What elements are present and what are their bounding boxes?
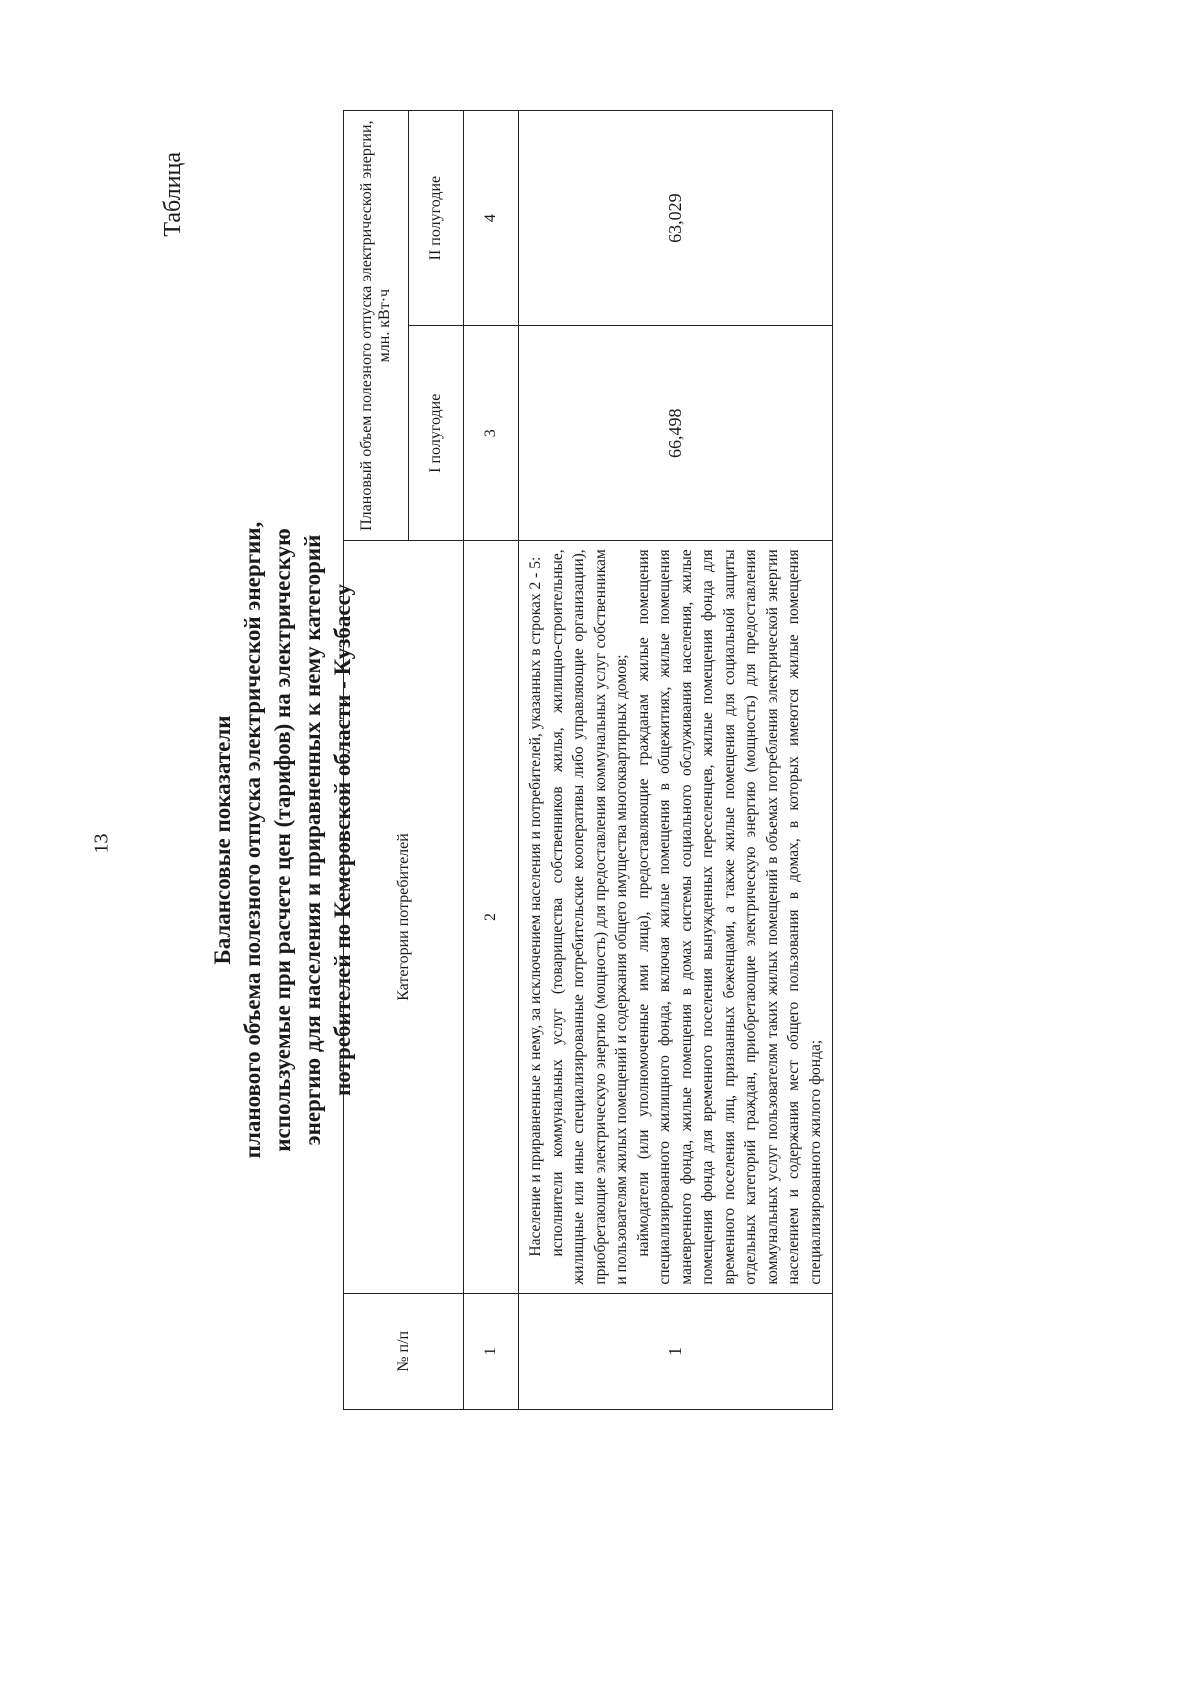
value-half1: 66,498: [519, 326, 833, 541]
header-half1: I полугодие: [409, 326, 464, 541]
title-line: Балансовые показатели: [210, 715, 235, 965]
table-label: Таблица: [160, 152, 186, 237]
header-num: № п/п: [344, 1293, 464, 1409]
column-number: 3: [464, 326, 519, 541]
category-paragraph: Население и приравненные к нему, за исключением населения и потребителей, указанных в строках 2 - 5:: [527, 556, 544, 1257]
header-category: Категории потребителей: [344, 541, 464, 1293]
table-row: [519, 111, 833, 1410]
column-number: 1: [464, 1293, 519, 1409]
title-line: потребителей по Кемеровской области - Кузбассу: [330, 583, 355, 1097]
title-line: используемые при расчете цен (тарифов) на электрическую: [270, 528, 295, 1152]
rotated-sheet: [160, 90, 1160, 1520]
row-num: 1: [519, 1293, 833, 1409]
column-number: 4: [464, 111, 519, 326]
balance-table: [343, 110, 833, 1410]
category-paragraph: наймодатели (или уполномоченные ими лица), предоставляющие гражданам жилые помещения специализированного жилищного фонда, включая жилые помещения в общежитиях, жилые помещения маневренного фонда, жилые помещения в домах системы социального обслуживания населения, жилые помещения фонда для временного поселения вынужденных переселенцев, жилые помещения фонда для временного поселения лиц, признанных беженцами, а также жилые помещения для социальной защиты отдельных категорий граждан, приобретающие электрическую энергию (мощность) для предоставления коммунальных услуг пользователям таких жилых помещений в объемах потребления электрической энергии населением и содержания мест общего пользования в домах, в которых имеются жилые помещения специализированного жилого фонда;: [634, 549, 824, 1285]
row-categories: [519, 541, 833, 1293]
column-number: 2: [464, 541, 519, 1293]
title-line: энергию для населения и приравненных к нему категорий: [300, 534, 325, 1146]
value-half2: 63,029: [519, 111, 833, 326]
page-number: 13: [90, 833, 113, 854]
title-line: планового объема полезного отпуска электрической энергии,: [240, 521, 265, 1159]
category-paragraph: исполнители коммунальных услуг (товарищества собственников жилья, жилищно-строительные, жилищные или иные специализированные потребительские кооперативы либо управляющие организации), приобретающие электрическую энергию (мощность) для предоставления коммунальных услуг собственникам и пользователям жилых помещений и содержания общего имущества многоквартирных домов;: [548, 549, 630, 1285]
header-volume: Плановый объем полезного отпуска электрической энергии, млн. кВт·ч: [344, 111, 409, 541]
header-half2: II полугодие: [409, 111, 464, 326]
document-title: [208, 340, 358, 1340]
